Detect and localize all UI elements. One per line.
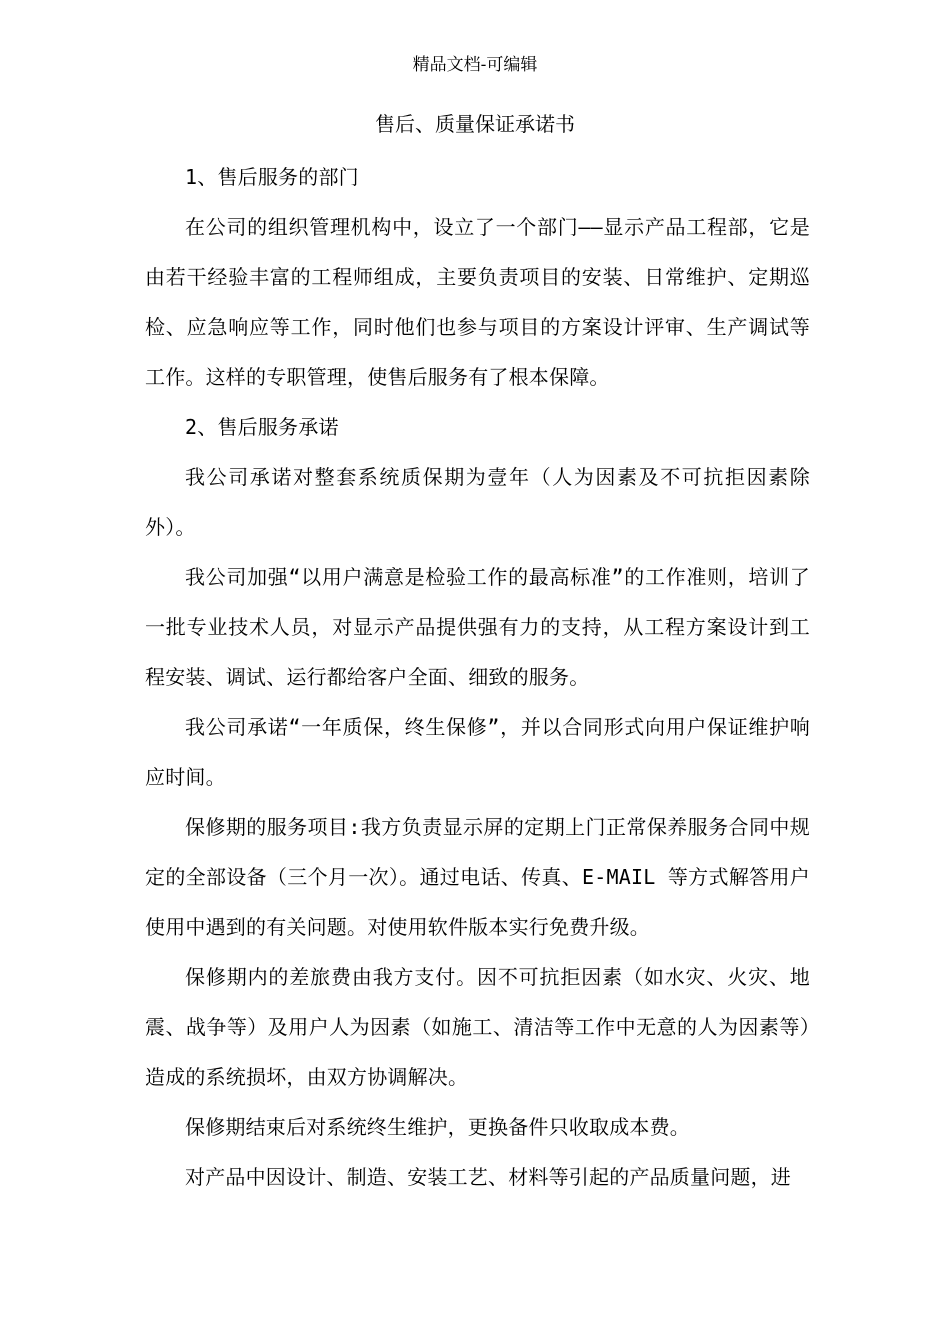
page-header: 精品文档-可编辑 xyxy=(412,55,538,75)
document-title: 售后、质量保证承诺书 xyxy=(375,112,575,136)
section-heading-2: 2、售后服务承诺 xyxy=(185,415,339,439)
paragraph: 对产品中因设计、制造、安装工艺、材料等引起的产品质量问题，进 xyxy=(185,1165,791,1189)
document-body xyxy=(145,152,810,1202)
paragraph: 在公司的组织管理机构中，设立了一个部门——显示产品工程部，它是由若干经验丰富的工程师组成，主要负责项目的安装、日常维护、定期巡检、应急响应等工作，同时他们也参与项目的方案设计评审、生产调试等工作。这样的专职管理，使售后服务有了根本保障。 xyxy=(145,215,810,389)
paragraph: 我公司承诺对整套系统质保期为壹年（人为因素及不可抗拒因素除外）。 xyxy=(145,465,810,539)
paragraph: 保修期的服务项目:我方负责显示屏的定期上门正常保养服务合同中规定的全部设备（三个月一次）。通过电话、传真、E-MAIL 等方式解答用户使用中遇到的有关问题。对使用软件版本实行免费升级。 xyxy=(145,815,810,939)
paragraph: 我公司加强“以用户满意是检验工作的最高标准”的工作准则，培训了一批专业技术人员，对显示产品提供强有力的支持，从工程方案设计到工程安装、调试、运行都给客户全面、细致的服务。 xyxy=(145,565,810,689)
paragraph: 保修期结束后对系统终生维护，更换备件只收取成本费。 xyxy=(185,1115,690,1139)
section-heading-1: 1、售后服务的部门 xyxy=(185,165,359,189)
paragraph: 保修期内的差旅费由我方支付。因不可抗拒因素（如水灾、火灾、地震、战争等）及用户人为因素（如施工、清洁等工作中无意的人为因素等）造成的系统损坏，由双方协调解决。 xyxy=(145,965,810,1089)
paragraph: 我公司承诺“一年质保，终生保修”，并以合同形式向用户保证维护响应时间。 xyxy=(145,715,810,789)
